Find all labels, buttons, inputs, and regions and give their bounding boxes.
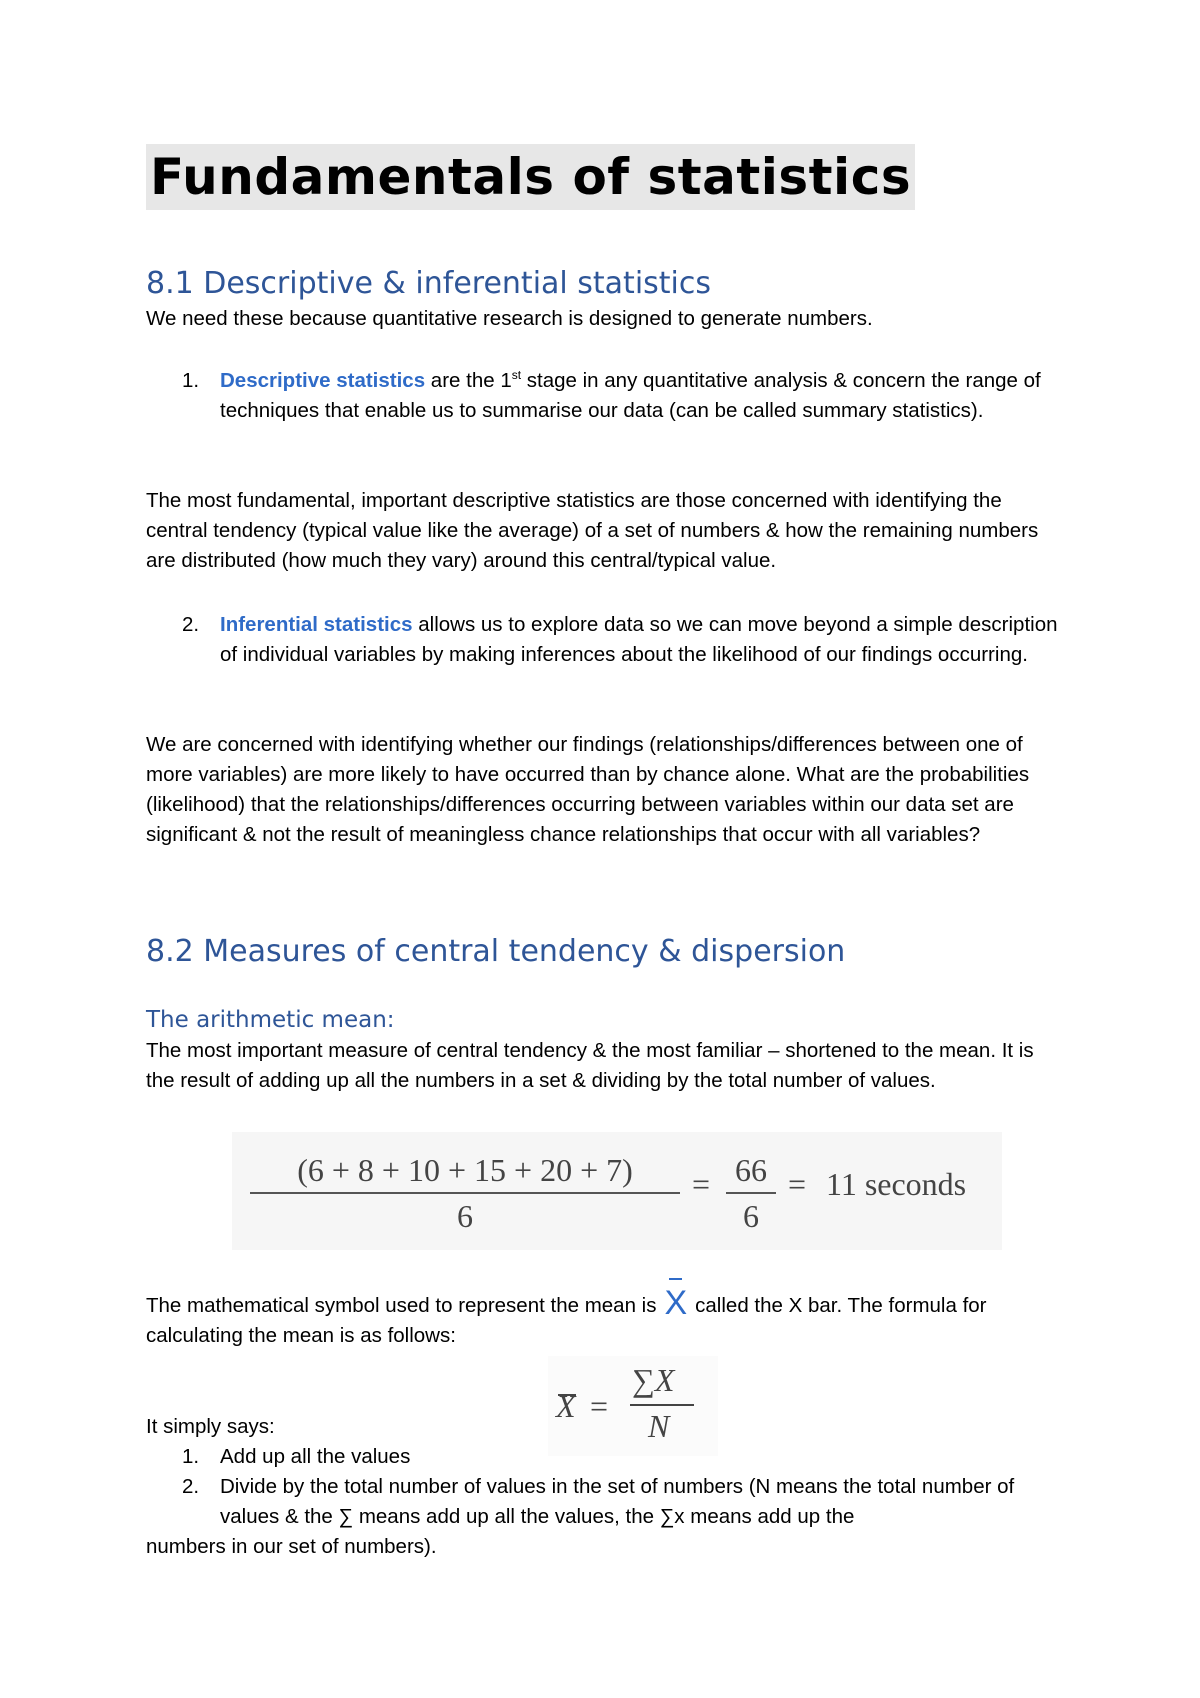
list-number: 1. xyxy=(182,1445,200,1468)
x-bar-symbol xyxy=(664,1284,688,1322)
simply-says: It simply says: xyxy=(146,1415,275,1438)
list-text xyxy=(220,366,1066,426)
numerator: (6 + 8 + 10 + 15 + 20 + 7) xyxy=(297,1152,633,1188)
denominator: 6 xyxy=(457,1198,473,1234)
list-number: 2. xyxy=(182,613,200,636)
list-number: 2. xyxy=(182,1475,200,1498)
equals-sign: = xyxy=(788,1166,807,1202)
step-2 xyxy=(146,1472,1066,1532)
section-heading-8-1: 8.1 Descriptive & inferential statistics xyxy=(146,266,712,301)
item1-pre: are the 1 xyxy=(425,369,512,392)
overline xyxy=(558,1394,576,1396)
overline xyxy=(669,1278,682,1280)
section1-paragraph-2: We are concerned with identifying whether our findings (relationships/differences between one of more variables) are more likely to have occurred than by chance alone. What are the probabilities (likelihood) that the relationships/differences occurring between variables within our data set are significant & not the result of meaningless chance relationships that occur with all variables? xyxy=(146,733,1030,846)
list-item-inferential xyxy=(146,610,1066,670)
symbol-text-pre: The mathematical symbol used to represent the mean is xyxy=(146,1294,657,1317)
x-bar-letter: X xyxy=(664,1284,688,1322)
section2-paragraph-1: The most important measure of central tendency & the most familiar – shortened to the mean. It is the result of adding up all the numbers in a set & dividing by the total number of values. xyxy=(146,1039,1034,1092)
list-text: Add up all the values xyxy=(220,1445,411,1468)
fraction-sum xyxy=(250,1150,680,1236)
term-inferential: Inferential statistics xyxy=(220,613,413,636)
symbol-text-post: called the X bar. The formula for calculating the mean is as follows: xyxy=(146,1294,987,1347)
n-letter: N xyxy=(648,1408,670,1444)
page-title: Fundamentals of statistics xyxy=(146,144,915,210)
section-heading-8-2: 8.2 Measures of central tendency & dispersion xyxy=(146,934,846,969)
sum-x: ∑X xyxy=(632,1362,675,1398)
item1-post: stage in any quantitative analysis & concern the range of techniques that enable us to summarise our data (can be called summary statistics). xyxy=(220,369,1041,422)
fraction-bar xyxy=(630,1404,694,1406)
fraction-bar xyxy=(726,1192,776,1194)
x-letter: X xyxy=(556,1388,576,1424)
section1-intro: We need these because quantitative research is designed to generate numbers. xyxy=(146,307,873,330)
denominator: 6 xyxy=(743,1198,759,1234)
section1-paragraph-1: The most fundamental, important descriptive statistics are those concerned with identifying the central tendency (typical value like the average) of a set of numbers & how the remaining numbers are distributed (how much they vary) around this central/typical value. xyxy=(146,489,1039,572)
list-number: 1. xyxy=(182,369,200,392)
fraction-bar xyxy=(250,1192,680,1194)
item2-post: allows us to explore data so we can move beyond a simple description of individual variables by making inferences about the likelihood of our findings occurring. xyxy=(220,613,1058,666)
numerator: 66 xyxy=(735,1152,767,1188)
mean-example-formula-image xyxy=(232,1132,1002,1250)
symbol-paragraph xyxy=(146,1284,1066,1351)
list-item-descriptive xyxy=(146,366,1066,426)
fraction-66-6 xyxy=(726,1150,776,1236)
item1-sup: st xyxy=(511,368,522,383)
subheading-arithmetic-mean: The arithmetic mean: xyxy=(146,1007,395,1033)
term-descriptive: Descriptive statistics xyxy=(220,369,426,392)
list-text xyxy=(220,610,1066,670)
equals-sign: = xyxy=(692,1166,711,1202)
formula-result: 11 seconds xyxy=(826,1166,967,1202)
equals-sign: = xyxy=(590,1388,609,1424)
step-2-continued: numbers in our set of numbers). xyxy=(146,1535,437,1558)
list-text: Divide by the total number of values in the set of numbers (N means the total number of values & the ∑ means add up all the values, the ∑x means add up the xyxy=(220,1475,1015,1528)
step-1 xyxy=(146,1442,1066,1472)
